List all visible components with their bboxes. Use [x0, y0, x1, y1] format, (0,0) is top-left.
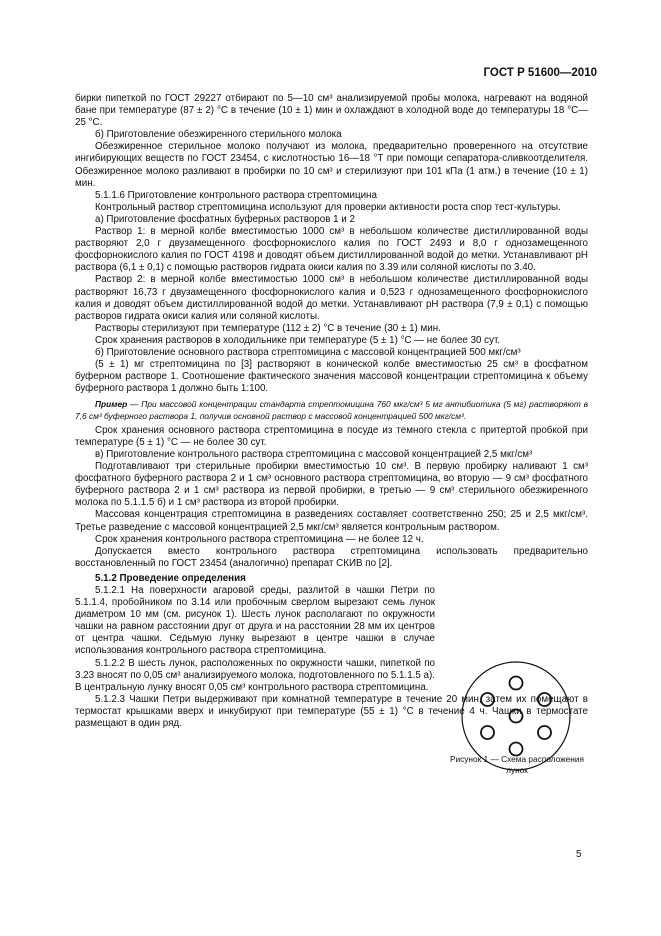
- example-text: — При массовой концентрации стандарта стрептомицина 760 мкг/см³ 5 мг антибиотика (5 мг) растворяют в 7,6 см³ буферного раствора 1, получив основной раствор с массовой концентрацией 500 мкг/см³.: [75, 399, 588, 421]
- figure-caption: Рисунок 1 — Схема расположения лунок: [449, 754, 585, 775]
- well: [510, 677, 523, 690]
- paragraph: 5.1.2.3 Чашки Петри выдерживают при комнатной температуре в течение 20 мин, затем их помещают в термостат крышками вверх и инкубируют при температуре (55 ± 1) °С в течение 4 ч. Чашки в термостате размещают в один ряд.: [75, 693, 588, 729]
- paragraph: бирки пипеткой по ГОСТ 29227 отбирают по 5—10 см³ анализируемой пробы молока, нагревают на водяной бане при температуре (87 ± 2) °С в течение (10 ± 1) мин и охлаждают в холодной воде до температуры 18 °С—25 °С.: [75, 93, 588, 129]
- well: [481, 693, 494, 706]
- example-note: [75, 399, 588, 421]
- well: [538, 726, 551, 739]
- paragraph: 5.1.1.6 Приготовление контрольного раствора стрептомицина: [95, 189, 377, 201]
- paragraph: Раствор 2: в мерной колбе вместимостью 1000 см³ в небольшом количестве дистиллированной воды растворяют 16,73 г двузамещенного фосфорнокислого калия и 0,523 г однозамещенного фосфорнокислого калия и доводят объем дистиллированной водой до метки. Устанавливают pH раствора (7,9 ± 0,1) с помощью растворов гидрата окиси калия или соляной кислоты.: [75, 274, 588, 322]
- paragraph: (5 ± 1) мг стрептомицина по [3] растворяют в конической колбе вместимостью 25 см³ в фосфатном буферном растворе 1. Соотношение фактического значения массовой концентрации стрептомицина к объему буферного раствора 1 должно быть 1:100.: [75, 359, 588, 395]
- paragraph: 5.1.2.1 На поверхности агаровой среды, разлитой в чашки Петри по 5.1.1.4, пробойником по 3.14 или пробочным сверлом вырезают семь лунок диаметром 10 мм (см. рисунок 1). Шесть лунок располагают по окружности чашки на равном расстоянии друг от друга и на расстоянии 28 мм их центров от центра чашки. Седьмую лунку вырезают в центре чашки в случае использования контрольного раствора стрептомицина.: [75, 584, 435, 657]
- paragraph: Растворы стерилизуют при температуре (112 ± 2) °С в течение (30 ± 1) мин.: [95, 322, 441, 334]
- paragraph: Контрольный раствор стрептомицина используют для проверки активности роста спор тест-культуры.: [95, 201, 561, 213]
- paragraph: Массовая концентрация стрептомицина в разведениях составляет соответственно 250; 25 и 2,5 мкг/см³. Третье разведение с массовой концентрацией 2,5 мкг/см³ является контрольным раствором.: [75, 509, 588, 533]
- paragraph: Срок хранения основного раствора стрептомицина в посуде из темного стекла с притертой пробкой при температуре (5 ± 1) °С — не более 30 сут.: [75, 424, 588, 448]
- section-heading: 5.1.2 Проведение определения: [95, 572, 246, 584]
- paragraph: Допускается вместо контрольного раствора стрептомицина использовать предварительно восстановленный по ГОСТ 23454 (аналогично) препарат СКИВ по [2].: [75, 545, 588, 569]
- page-number: 5: [576, 849, 582, 860]
- paragraph: а) Приготовление фосфатных буферных растворов 1 и 2: [95, 213, 355, 225]
- well: [538, 693, 551, 706]
- paragraph: 5.1.2.2 В шесть лунок, расположенных по окружности чашки, пипеткой по 3.23 вносят по 0,05 см³ анализируемого молока, подготовленного по 5.1.1.5 а). В центральную лунку вносят 0,05 см³ контрольного раствора стрептомицина.: [75, 657, 435, 693]
- well: [510, 710, 523, 723]
- well: [481, 726, 494, 739]
- example-label: Пример: [95, 399, 128, 410]
- paragraph: Срок хранения растворов в холодильнике при температуре (5 ± 1) °С — не более 30 сут.: [95, 334, 501, 346]
- paragraph: Обезжиренное стерильное молоко получают из молока, предварительно проверенного на отсутствие ингибирующих веществ по ГОСТ 23454, с кислотностью 16—18 °Т при помощи сепаратора-сливкоотделителя. Обезжиренное молоко разливают в пробирки по 10 см³ и стерилизуют при 101 кПа (1 атм.) в течение (10 ± 1) мин.: [75, 141, 588, 189]
- paragraph: б) Приготовление обезжиренного стерильного молока: [95, 129, 342, 141]
- paragraph: б) Приготовление основного раствора стрептомицина с массовой концентрацией 500 мкг/см³: [95, 346, 521, 358]
- document-header: ГОСТ Р 51600—2010: [483, 67, 597, 79]
- paragraph: Подготавливают три стерильные пробирки вместимостью 10 см³. В первую пробирку наливают 1 см³ фосфатного буферного раствора 2 и 1 см³ основного раствора стрептомицина, во вторую — 9 см³ фосфатного буферного раствора 2 и 1 см³ раствора из первой пробирки, в третью — 9 см³ стерильного обезжиренного молока по 5.1.1.5 б) и 1 см³ раствора из второй пробирки.: [75, 461, 588, 509]
- paragraph: Срок хранения контрольного раствора стрептомицина — не более 12 ч.: [95, 533, 424, 545]
- document-body: [75, 93, 588, 730]
- paragraph: в) Приготовление контрольного раствора стрептомицина с массовой концентрацией 2,5 мкг/см³: [95, 448, 533, 460]
- paragraph: Раствор 1: в мерной колбе вместимостью 1000 см³ в небольшом количестве дистиллированной воды растворяют 2,0 г двузамещенного фосфорнокислого калия по ГОСТ 2493 и 8,0 г однозамещенного фосфорнокислого калия по ГОСТ 4198 и доводят объем дистиллированной водой до метки. Устанавливают pH раствора (6,1 ± 0,1) с помощью растворов гидрата окиси калия по 3.39 или соляной кислоты по 3.40.: [75, 226, 588, 274]
